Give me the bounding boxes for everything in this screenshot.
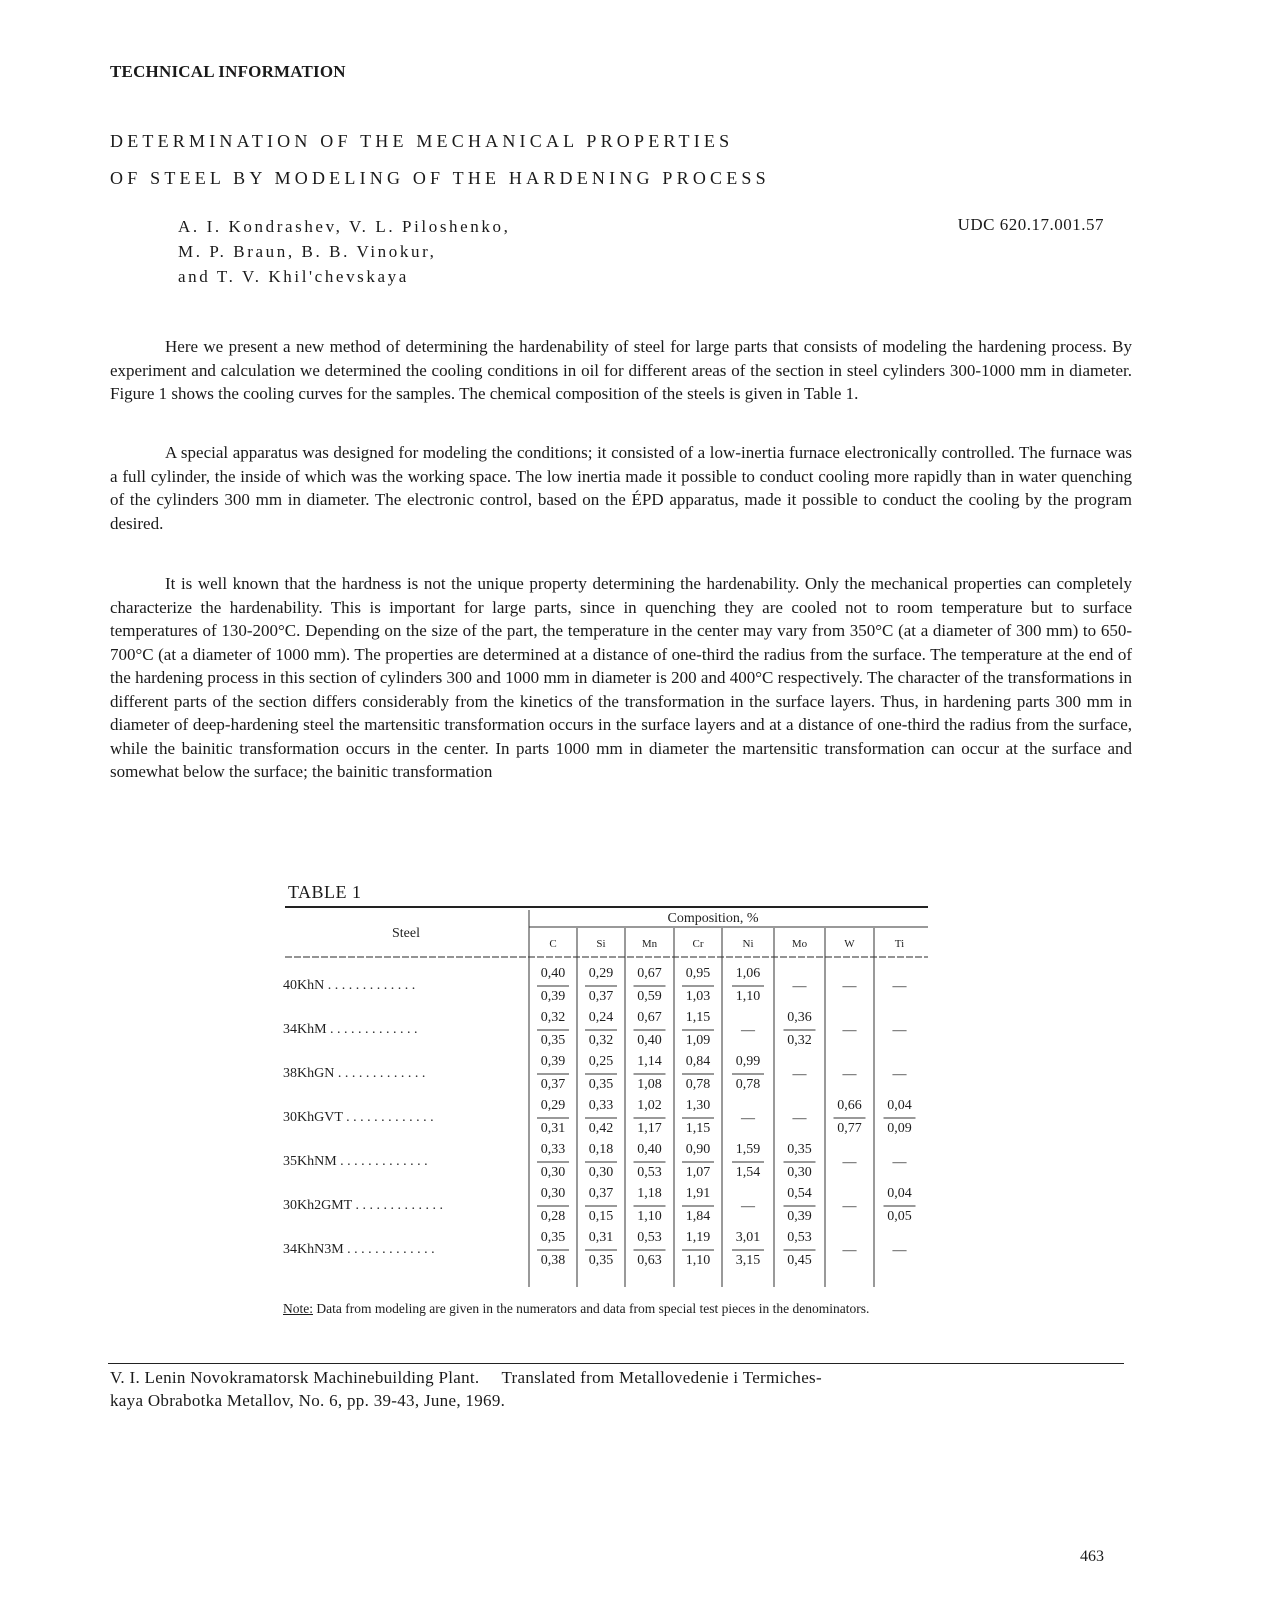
no-data-dash: — xyxy=(842,1243,857,1258)
numerator-value: 0,31 xyxy=(588,1230,614,1245)
denominator-value: 0,32 xyxy=(588,1033,614,1048)
numerator-value: 0,18 xyxy=(588,1142,614,1157)
no-data-dash: — xyxy=(892,1067,907,1082)
denominator-value: 0,40 xyxy=(637,1033,662,1048)
denominator-value: 0,78 xyxy=(685,1077,711,1092)
numerator-value: 0,67 xyxy=(637,1010,662,1025)
no-data-dash: — xyxy=(892,1155,907,1170)
element-header: Si xyxy=(596,938,606,950)
numerator-value: 0,35 xyxy=(787,1142,812,1157)
denominator-value: 0,78 xyxy=(735,1077,761,1092)
steel-column-header: Steel xyxy=(392,926,420,941)
denominator-value: 0,45 xyxy=(787,1253,812,1268)
denominator-value: 1,54 xyxy=(735,1165,761,1180)
numerator-value: 1,18 xyxy=(637,1186,662,1201)
denominator-value: 0,09 xyxy=(887,1121,912,1136)
author-line: and T. V. Khil'chevskaya xyxy=(178,267,409,286)
denominator-value: 1,03 xyxy=(685,989,711,1004)
article-title-line-2: OF STEEL BY MODELING OF THE HARDENING PROCESS xyxy=(110,168,770,188)
numerator-value: 1,19 xyxy=(685,1230,711,1245)
denominator-value: 0,37 xyxy=(540,1077,566,1092)
element-header: Mn xyxy=(641,938,658,950)
no-data-dash: — xyxy=(892,979,907,994)
numerator-value: 0,33 xyxy=(588,1098,614,1113)
denominator-value: 0,32 xyxy=(787,1033,812,1048)
numerator-value: 0,99 xyxy=(735,1054,761,1069)
section-label: TECHNICAL INFORMATION xyxy=(110,62,346,81)
denominator-value: 1,17 xyxy=(637,1121,662,1136)
numerator-value: 0,29 xyxy=(588,966,614,981)
footer-citation xyxy=(110,1366,1110,1412)
numerator-value: 0,90 xyxy=(685,1142,711,1157)
element-header: Ti xyxy=(894,938,905,950)
denominator-value: 0,77 xyxy=(837,1121,862,1136)
numerator-value: 0,39 xyxy=(540,1054,566,1069)
table-caption: TABLE 1 xyxy=(288,882,362,902)
denominator-value: 0,35 xyxy=(588,1253,614,1268)
composition-table xyxy=(280,900,940,1295)
note-text: Data from modeling are given in the numerators and data from special test pieces in the denominators. xyxy=(316,1301,870,1316)
denominator-value: 0,30 xyxy=(588,1165,614,1180)
denominator-value: 0,30 xyxy=(787,1165,812,1180)
numerator-value: 1,02 xyxy=(637,1098,662,1113)
element-header: Cr xyxy=(692,938,704,950)
element-header: C xyxy=(549,938,557,950)
numerator-value: 0,36 xyxy=(787,1010,812,1025)
author-line: M. P. Braun, B. B. Vinokur, xyxy=(178,242,437,261)
denominator-value: 0,35 xyxy=(540,1033,566,1048)
element-header: Ni xyxy=(742,938,754,950)
no-data-dash: — xyxy=(741,1023,755,1038)
denominator-value: 0,38 xyxy=(540,1253,566,1268)
denominator-value: 1,09 xyxy=(685,1033,711,1048)
numerator-value: 3,01 xyxy=(735,1230,761,1245)
denominator-value: 1,10 xyxy=(735,989,761,1004)
udc-code: UDC 620.17.001.57 xyxy=(957,215,1104,234)
denominator-value: 3,15 xyxy=(735,1253,761,1268)
denominator-value: 1,15 xyxy=(685,1121,711,1136)
numerator-value: 0,66 xyxy=(837,1098,862,1113)
denominator-value: 0,28 xyxy=(540,1209,566,1224)
numerator-value: 1,30 xyxy=(685,1098,711,1113)
denominator-value: 1,07 xyxy=(685,1165,711,1180)
denominator-value: 0,59 xyxy=(637,989,662,1004)
denominator-value: 0,37 xyxy=(588,989,614,1004)
numerator-value: 0,54 xyxy=(787,1186,812,1201)
element-header: W xyxy=(844,938,855,950)
numerator-value: 0,24 xyxy=(588,1010,614,1025)
denominator-value: 0,30 xyxy=(540,1165,566,1180)
numerator-value: 0,40 xyxy=(540,966,566,981)
no-data-dash: — xyxy=(741,1111,755,1126)
note-label: Note: xyxy=(283,1301,313,1316)
no-data-dash: — xyxy=(842,1155,857,1170)
no-data-dash: — xyxy=(842,979,857,994)
steel-grade-label: 35KhNM . . . . . . . . . . . . . xyxy=(283,1154,428,1169)
numerator-value: 0,40 xyxy=(637,1142,662,1157)
author-list xyxy=(178,214,510,289)
numerator-value: 0,04 xyxy=(887,1098,912,1113)
denominator-value: 0,39 xyxy=(540,989,566,1004)
denominator-value: 0,05 xyxy=(887,1209,912,1224)
steel-grade-label: 34KhM . . . . . . . . . . . . . xyxy=(283,1022,418,1037)
numerator-value: 1,06 xyxy=(735,966,761,981)
no-data-dash: — xyxy=(792,979,807,994)
numerator-value: 0,53 xyxy=(787,1230,812,1245)
no-data-dash: — xyxy=(892,1243,907,1258)
numerator-value: 0,25 xyxy=(588,1054,614,1069)
body-paragraph: A special apparatus was designed for modeling the conditions; it consisted of a low-inertia furnace electronically controlled. The furnace was a full cylinder, the inside of which was the working space. The low inertia made it possible to conduct cooling more rapidly than in water quenching of the cylinders 300 mm in diameter. The electronic control, based on the ÉPD apparatus, made it possible to conduct the cooling by the program desired. xyxy=(110,443,1132,533)
numerator-value: 0,37 xyxy=(588,1186,614,1201)
steel-grade-label: 38KhGN . . . . . . . . . . . . . xyxy=(283,1066,426,1081)
footer-divider xyxy=(108,1363,1124,1364)
numerator-value: 0,95 xyxy=(685,966,711,981)
no-data-dash: — xyxy=(842,1199,857,1214)
footer-translated-from: Translated from Metallovedenie i Termiches- xyxy=(501,1368,822,1387)
no-data-dash: — xyxy=(741,1199,755,1214)
numerator-value: 0,04 xyxy=(887,1186,912,1201)
denominator-value: 1,10 xyxy=(637,1209,662,1224)
steel-grade-label: 40KhN . . . . . . . . . . . . . xyxy=(283,978,416,993)
denominator-value: 1,84 xyxy=(685,1209,711,1224)
body-paragraph: Here we present a new method of determining the hardenability of steel for large parts that consists of modeling the hardening process. By experiment and calculation we determined the cooling conditions in oil for different areas of the section in steel cylinders 300-1000 mm in diameter. Figure 1 shows the cooling curves for the samples. The chemical composition of the steels is given in Table 1. xyxy=(110,337,1132,403)
author-line: A. I. Kondrashev, V. L. Piloshenko, xyxy=(178,217,511,236)
no-data-dash: — xyxy=(892,1023,907,1038)
denominator-value: 1,08 xyxy=(637,1077,662,1092)
footer-affiliation: V. I. Lenin Novokramatorsk Machinebuilding Plant. xyxy=(110,1368,480,1387)
numerator-value: 0,29 xyxy=(540,1098,566,1113)
table-note xyxy=(283,1298,943,1319)
no-data-dash: — xyxy=(842,1067,857,1082)
numerator-value: 1,91 xyxy=(685,1186,711,1201)
body-paragraph: It is well known that the hardness is not the unique property determining the hardenability. Only the mechanical properties can completely characterize the hardenability. This is important for large parts, since in quenching they are cooled not to room temperature but to surface temperatures of 130-200°C. Depending on the size of the part, the temperature in the center may vary from 350°C (at a diameter of 300 mm) to 650-700°C (at a diameter of 1000 mm). The properties are determined at a distance of one-third the radius from the surface. The temperature at the end of the hardening process in this section of cylinders 300 and 1000 mm in diameter is 200 and 400°C respectively. The character of the transformations in different parts of the section differs considerably from the kinetics of the transformation in the surface layers. Thus, in hardening parts 300 mm in diameter of deep-hardening steel the martensitic transformation occurs in the surface layers and at a distance of one-third the radius from the surface, while the bainitic transformation occurs in the center. In parts 1000 mm in diameter the martensitic transformation can occur at the surface and somewhat below the surface; the bainitic transformation xyxy=(110,574,1132,781)
no-data-dash: — xyxy=(792,1067,807,1082)
footer-source: kaya Obrabotka Metallov, No. 6, pp. 39-43, June, 1969. xyxy=(110,1391,506,1410)
steel-grade-label: 30Kh2GMT . . . . . . . . . . . . . xyxy=(283,1198,443,1213)
denominator-value: 1,10 xyxy=(685,1253,711,1268)
denominator-value: 0,39 xyxy=(787,1209,812,1224)
denominator-value: 0,15 xyxy=(588,1209,614,1224)
denominator-value: 0,53 xyxy=(637,1165,662,1180)
element-header: Mo xyxy=(791,938,808,950)
numerator-value: 1,59 xyxy=(735,1142,761,1157)
numerator-value: 0,53 xyxy=(637,1230,662,1245)
composition-header: Composition, % xyxy=(667,911,759,926)
page-number: 463 xyxy=(1080,1548,1104,1565)
denominator-value: 0,31 xyxy=(540,1121,566,1136)
no-data-dash: — xyxy=(792,1111,807,1126)
numerator-value: 1,14 xyxy=(637,1054,662,1069)
steel-grade-label: 30KhGVT . . . . . . . . . . . . . xyxy=(283,1110,434,1125)
numerator-value: 0,84 xyxy=(685,1054,711,1069)
article-title-line-1: DETERMINATION OF THE MECHANICAL PROPERTIES xyxy=(110,131,734,151)
numerator-value: 1,15 xyxy=(685,1010,711,1025)
numerator-value: 0,32 xyxy=(540,1010,566,1025)
numerator-value: 0,33 xyxy=(540,1142,566,1157)
denominator-value: 0,35 xyxy=(588,1077,614,1092)
numerator-value: 0,35 xyxy=(540,1230,566,1245)
steel-grade-label: 34KhN3M . . . . . . . . . . . . . xyxy=(283,1242,435,1257)
numerator-value: 0,67 xyxy=(637,966,662,981)
no-data-dash: — xyxy=(842,1023,857,1038)
denominator-value: 0,63 xyxy=(637,1253,662,1268)
numerator-value: 0,30 xyxy=(540,1186,566,1201)
denominator-value: 0,42 xyxy=(588,1121,614,1136)
